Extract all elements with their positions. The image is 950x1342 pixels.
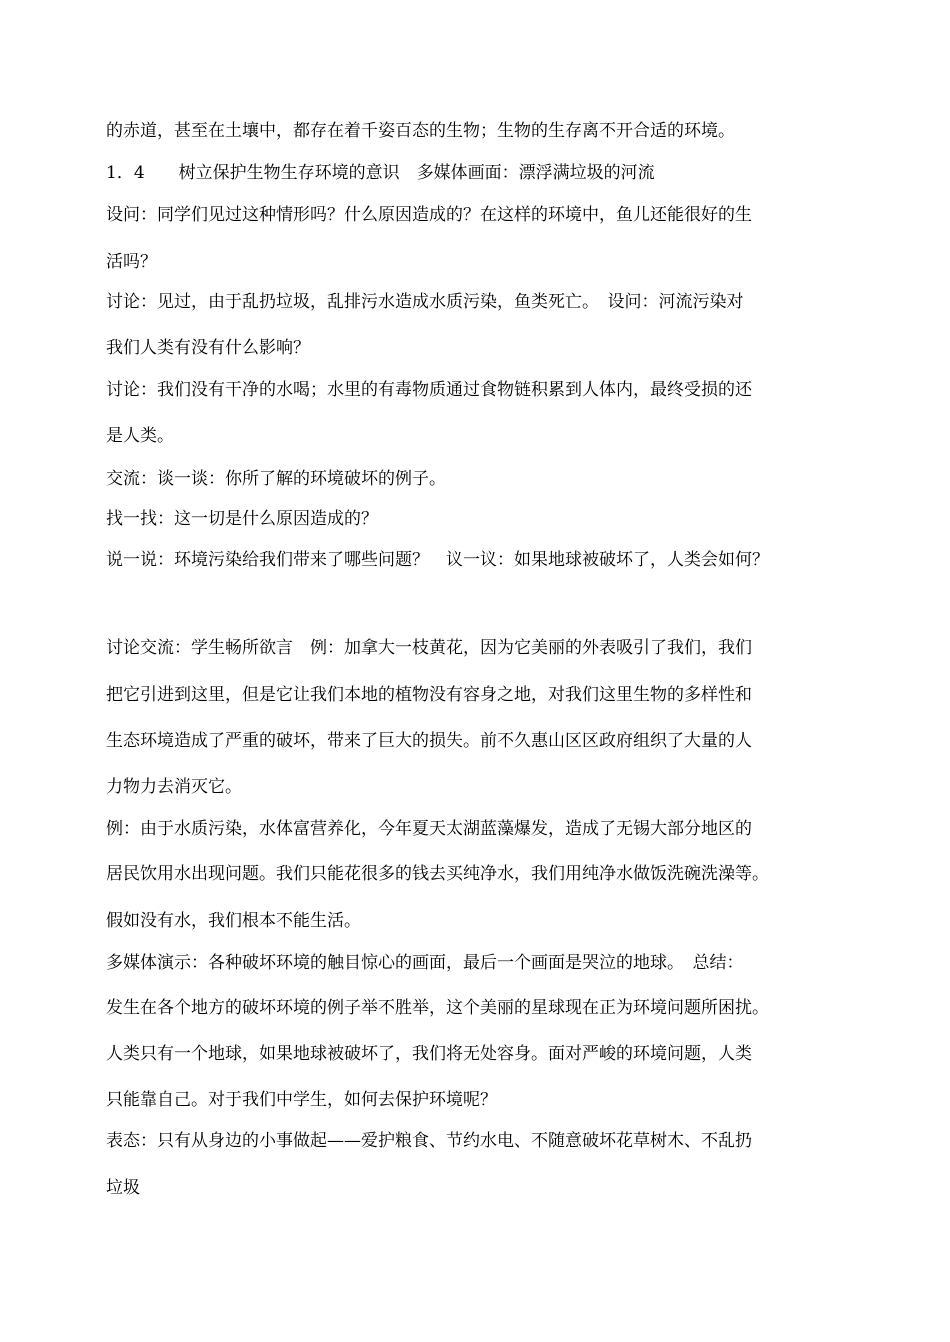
text-line: 把它引进到这里，但是它让我们本地的植物没有容身之地，对我们这里生物的多样性和 xyxy=(106,685,752,705)
text-line: 我们人类有没有什么影响？ xyxy=(106,338,310,358)
text-line: 讨论交流：学生畅所欲言 例：加拿大一枝黄花，因为它美丽的外表吸引了我们，我们 xyxy=(106,638,752,658)
text-line: 假如没有水，我们根本不能生活。 xyxy=(106,911,361,931)
text-line: 多媒体演示：各种破坏环境的触目惊心的画面，最后一个画面是哭泣的地球。 总结： xyxy=(106,953,744,973)
text-line: 找一找：这一切是什么原因造成的？ xyxy=(106,509,378,529)
text-line: 例：由于水质污染，水体富营养化，今年夏天太湖蓝藻爆发，造成了无锡大部分地区的 xyxy=(106,819,752,839)
text-line: 说一说：环境污染给我们带来了哪些问题？ 议一议：如果地球被破坏了，人类会如何？ xyxy=(106,550,769,570)
text-line: 的赤道，甚至在土壤中，都存在着千姿百态的生物；生物的生存离不开合适的环境。 xyxy=(106,121,735,141)
text-line: 交流：谈一谈：你所了解的环境破坏的例子。 xyxy=(106,469,446,489)
text-line: 人类只有一个地球，如果地球被破坏了，我们将无处容身。面对严峻的环境问题，人类 xyxy=(106,1044,752,1064)
text-line: 讨论：我们没有干净的水喝；水里的有毒物质通过食物链积累到人体内，最终受损的还 xyxy=(106,380,752,400)
text-line: 只能靠自己。对于我们中学生，如何去保护环境呢？ xyxy=(106,1090,497,1110)
text-line: 力物力去消灭它。 xyxy=(106,777,242,797)
text-line: 设问：同学们见过这种情形吗？什么原因造成的？在这样的环境中，鱼儿还能很好的生 xyxy=(106,205,752,225)
text-line: 是人类。 xyxy=(106,426,174,446)
text-line: 讨论：见过，由于乱扔垃圾，乱排污水造成水质污染，鱼类死亡。 设问：河流污染对 xyxy=(106,292,744,312)
text-line: 表态：只有从身边的小事做起——爱护粮食、节约水电、不随意破坏花草树木、不乱扔 xyxy=(106,1131,752,1151)
text-line: 居民饮用水出现问题。我们只能花很多的钱去买纯净水，我们用纯净水做饭洗碗洗澡等。 xyxy=(106,864,769,884)
text-line: 垃圾 xyxy=(106,1178,140,1198)
text-line: 发生在各个地方的破坏环境的例子举不胜举，这个美丽的星球现在正为环境问题所困扰。 xyxy=(106,998,769,1018)
text-line: 生态环境造成了严重的破坏，带来了巨大的损失。前不久惠山区区政府组织了大量的人 xyxy=(106,731,752,751)
text-line: 活吗？ xyxy=(106,252,157,272)
text-line: 1．4 树立保护生物生存环境的意识 多媒体画面：漂浮满垃圾的河流 xyxy=(106,163,655,183)
